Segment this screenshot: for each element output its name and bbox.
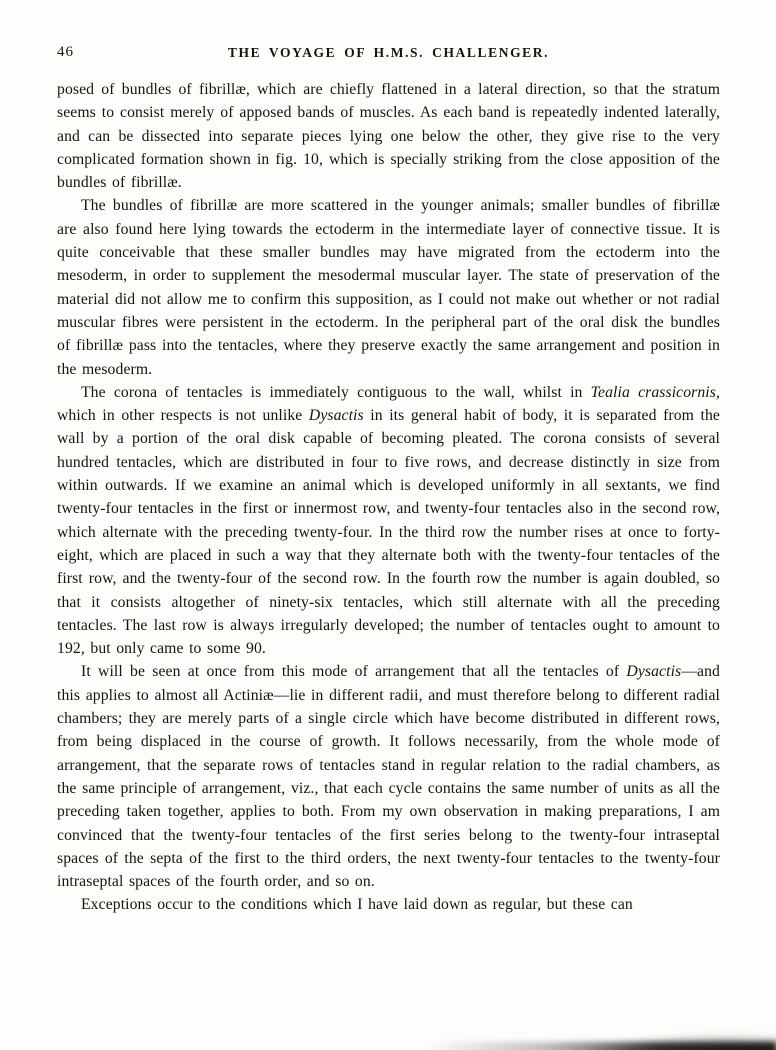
text-segment: The bundles of fibrillæ are more scattered in the younger animals; smaller bundles of fibrillæ are also found here lying towards the ectoderm in the intermediate layer of connective tissue. It is quite conceivable that these smaller bundles may have migrated from the ectoderm into the mesoderm, in order to supplement the mesodermal muscular layer. The state of preservation of the material did not allow me to confirm this supposition, as I could not make out whether or not radial muscular fibres were persistent in the ectoderm. In the peripheral part of the oral disk the bundles of fibrillæ pass into the tentacles, where they preserve exactly the same arrangement and position in the mesoderm. [57,197,720,378]
paragraph [57,381,720,661]
page-number: 46 [57,44,74,60]
paragraph [57,78,720,194]
running-header [57,44,720,64]
text-segment: The corona of tentacles is immediately contiguous to the wall, whilst in [81,383,591,401]
taxon-name-italic: Dysactis [626,663,682,681]
paragraph [57,893,720,916]
text-segment: It will be seen at once from this mode of arrangement that all the tentacles of [81,663,627,681]
text-segment: in its general habit of body, it is separated from the wall by a portion of the oral disk capable of becoming pleated. The corona consists of several hundred tentacles, which are distributed in four to five rows, and decrease distinctly in size from within outwards. If we examine an animal which is developed uniformly in all sextants, we find twenty-four tentacles in the first or innermost row, and twenty-four tentacles also in the second row, which alternate with the preceding twenty-four. In the third row the number rises at once to forty-eight, which are placed in such a way that they alternate both with the twenty-four tentacles of the first row, and the twenty-four of the second row. In the fourth row the number is again doubled, so that it consists altogether of ninety-six tentacles, which still alternate with all the preceding tentacles. The last row is always irregularly developed; the number of tentacles ought to amount to 192, but only came to some 90. [57,407,720,658]
taxon-name-italic: Tealia crassicornis, [590,383,720,401]
text-block [57,78,720,917]
paragraph [57,660,720,893]
scan-corner-artifact [586,1036,776,1050]
paragraph [57,194,720,380]
text-segment: —and this applies to almost all Actiniæ—lie in different radii, and must therefore belong to different radial chambers; they are merely parts of a single circle which have become distributed in different rows, from being displaced in the course of growth. It follows necessarily, from the whole mode of arrangement, that the separate rows of tentacles stand in regular relation to the radial chambers, as the same principle of arrangement, viz., that each cycle contains the same number of units as all the preceding taken together, applies to both. From my own observation in making preparations, I am convinced that the twenty-four tentacles of the first series belong to the twenty-four intraseptal spaces of the septa of the first to the third orders, the next twenty-four tentacles to the twenty-four intraseptal spaces of the fourth order, and so on. [57,663,720,891]
text-segment: Exceptions occur to the conditions which I have laid down as regular, but these can [81,896,633,914]
text-segment: which in other respects is not unlike [57,407,309,425]
running-header-title: THE VOYAGE OF H.M.S. CHALLENGER. [227,45,550,60]
text-segment: posed of bundles of fibrillæ, which are chiefly flattened in a lateral direction, so that the stratum seems to consist merely of apposed bands of muscles. As each band is repeatedly indented laterally, and can be dissected into separate pieces lying one below the other, they give rise to the very complicated formation shown in fig. 10, which is specially striking from the close apposition of the bundles of fibrillæ. [57,81,720,192]
taxon-name-italic: Dysactis [308,407,364,425]
